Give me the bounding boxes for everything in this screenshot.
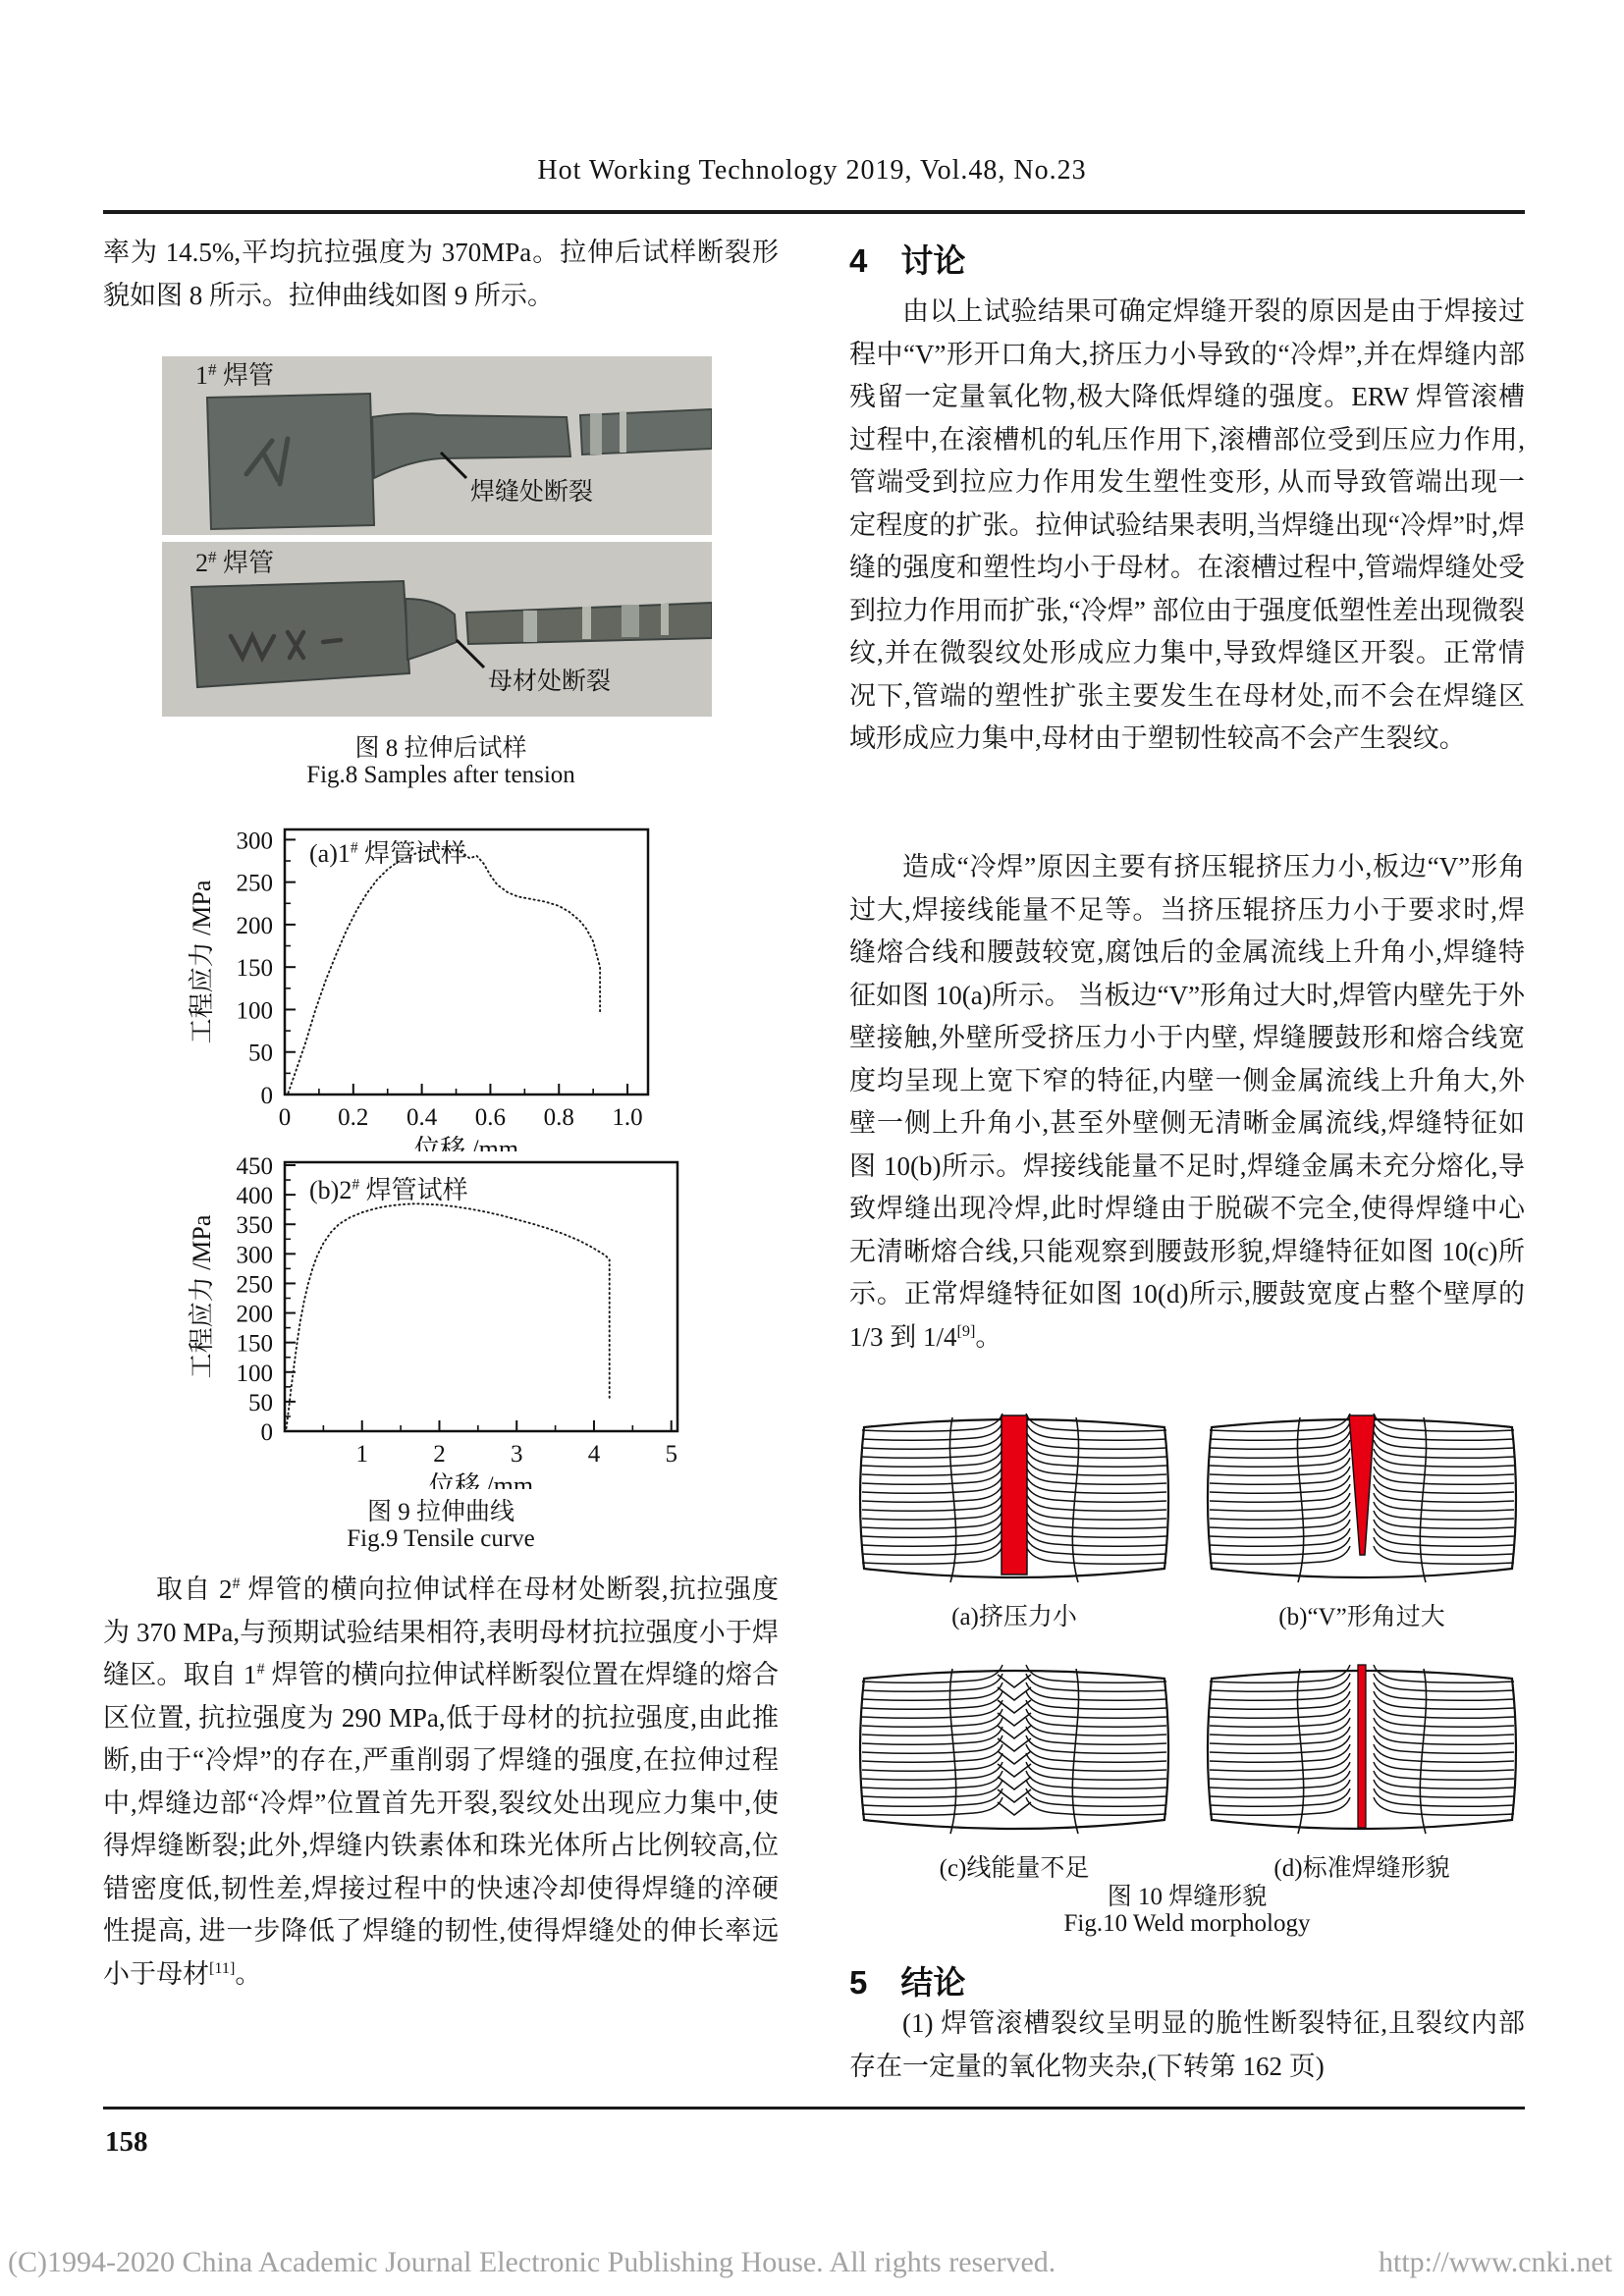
fig10-panel-b xyxy=(1200,1406,1524,1632)
fig9-caption-cn: 图 9 拉伸曲线 xyxy=(366,1499,514,1525)
fracture-streak xyxy=(582,607,591,639)
svg-text:0.4: 0.4 xyxy=(406,1104,438,1131)
fracture-streak xyxy=(523,611,537,642)
svg-text:450: 450 xyxy=(236,1153,273,1181)
svg-text:1.0: 1.0 xyxy=(612,1104,643,1131)
weld-stripe-wedge xyxy=(1349,1415,1375,1555)
fig10-panel-d xyxy=(1200,1657,1524,1884)
sample2-label: 2# 焊管 xyxy=(195,548,275,577)
svg-text:0.6: 0.6 xyxy=(474,1104,507,1131)
right-paragraph-2: 造成“冷焊”原因主要有挤压辊挤压力小,板边“V”形角过大,焊接线能量不足等。当挤压辊挤压力小于要求时,焊缝熔合线和腰鼓较宽,腐蚀后的金属流线上升角小,焊缝特征如图 10(a)所示。 当板边“V”形角过大时,焊管内壁先于外壁接触,外壁所受挤压力小于内壁, 焊缝腰鼓形和熔合线宽度均呈现上宽下窄的特征,内壁一侧金属流线上升角大,外壁一侧上升角小,甚至外壁侧无清晰金属流线,焊缝特征如图 10(b)所示。焊接线能量不足时,焊缝金属未充分熔化,导致焊缝出现冷焊,此时焊缝由于脱碳不完全,使得焊缝中心无清晰熔合线,只能观察到腰鼓形貌,焊缝特征如图 10(c)所示。正常焊缝特征如图 10(d)所示,腰鼓宽度占整个壁厚的 1/3 到 1/4[9]。 xyxy=(849,852,1525,1352)
fracture-streak xyxy=(590,413,602,454)
svg-text:250: 250 xyxy=(236,870,273,897)
svg-text:位移 /mm: 位移 /mm xyxy=(428,1471,534,1489)
page-number: 158 xyxy=(105,2126,148,2158)
svg-text:150: 150 xyxy=(236,1330,273,1358)
cnki-url: http://www.cnki.net xyxy=(1379,2246,1613,2278)
svg-text:1: 1 xyxy=(355,1441,368,1468)
svg-text:300: 300 xyxy=(236,1242,273,1269)
fig10-panel-a xyxy=(852,1406,1176,1632)
right-paragraph-3: (1) 焊管滚槽裂纹呈明显的脆性断裂特征,且裂纹内部存在一定量的氧化物夹杂,(下转第 162 页) xyxy=(849,2008,1525,2081)
chart-b-panel-label: (b)2# 焊管试样 xyxy=(309,1176,468,1204)
svg-text:0: 0 xyxy=(260,1083,273,1109)
weld-stripe-thin xyxy=(1358,1665,1366,1828)
fig10-caption-c: (c)线能量不足 xyxy=(939,1855,1090,1882)
svg-text:200: 200 xyxy=(236,912,273,939)
svg-text:2: 2 xyxy=(433,1441,446,1468)
svg-text:50: 50 xyxy=(248,1040,273,1067)
svg-text:工程应力 /MPa: 工程应力 /MPa xyxy=(188,880,216,1044)
svg-text:0: 0 xyxy=(260,1419,273,1446)
svg-text:50: 50 xyxy=(248,1389,273,1416)
chart-a-panel-label: (a)1# 焊管试样 xyxy=(309,839,467,868)
fig9-chart-a xyxy=(167,818,677,1151)
svg-text:工程应力 /MPa: 工程应力 /MPa xyxy=(188,1214,216,1379)
svg-text:0: 0 xyxy=(278,1104,292,1131)
weld-diagram-a xyxy=(852,1406,1176,1590)
svg-text:5: 5 xyxy=(665,1441,677,1468)
svg-text:250: 250 xyxy=(236,1271,273,1299)
fig8-photo-sample2 xyxy=(162,542,712,717)
fig10-caption-cn: 图 10 焊缝形貌 xyxy=(1107,1884,1268,1910)
copyright-notice: (C)1994-2020 China Academic Journal Electronic Publishing House. All rights reserved. xyxy=(8,2246,1056,2278)
fig9-chart-b xyxy=(167,1150,707,1489)
sample2-annotation: 母材处断裂 xyxy=(488,668,612,695)
svg-text:4: 4 xyxy=(587,1441,601,1468)
svg-text:400: 400 xyxy=(236,1183,273,1210)
fig10-caption-b: (b)“V”形角过大 xyxy=(1278,1604,1445,1630)
svg-text:300: 300 xyxy=(236,828,273,855)
sample1-label: 1# 焊管 xyxy=(195,360,275,390)
svg-text:200: 200 xyxy=(236,1301,273,1328)
svg-text:3: 3 xyxy=(510,1441,523,1468)
svg-text:0.8: 0.8 xyxy=(543,1104,574,1131)
fig8-caption-cn: 图 8 拉伸后试样 xyxy=(354,735,527,762)
weld-diagram-b xyxy=(1200,1406,1524,1590)
svg-text:100: 100 xyxy=(236,1360,273,1387)
weld-diagram-d xyxy=(1200,1657,1524,1842)
left-paragraph-1: 率为 14.5%,平均抗拉强度为 370MPa。拉伸后试样断裂形貌如图 8 所示。拉伸曲线如图 9 所示。 xyxy=(103,238,779,310)
fig10-panel-c xyxy=(852,1657,1176,1884)
weld-diagram-c xyxy=(852,1657,1176,1842)
svg-text:150: 150 xyxy=(236,955,273,983)
fig8-photo-sample1 xyxy=(162,356,712,535)
svg-text:100: 100 xyxy=(236,997,273,1025)
weld-stripe-wide xyxy=(1001,1415,1027,1575)
section-4-heading: 4 讨论 xyxy=(849,242,966,279)
fracture-streak xyxy=(661,604,669,635)
fig8-caption-en: Fig.8 Samples after tension xyxy=(306,762,575,788)
fig10-caption-en: Fig.10 Weld morphology xyxy=(1063,1910,1311,1937)
fracture-streak xyxy=(620,411,626,453)
right-paragraph-1: 由以上试验结果可确定焊缝开裂的原因是由于焊接过程中“V”形开口角大,挤压力小导致的“冷焊”,并在焊缝内部残留一定量氧化物,极大降低焊缝的强度。ERW 焊管滚槽过程中,在滚槽机的轧压作用下,滚槽部位受到压应力作用,管端受到拉应力作用发生塑性变形, 从而导致管端出现一定程度的扩张。拉伸试验结果表明,当焊缝出现“冷焊”时,焊缝的强度和塑性均小于母材。在滚槽过程中,管端焊缝处受到拉力作用而扩张,“冷焊” 部位由于强度低塑性差出现微裂纹,并在微裂纹处形成应力集中,导致焊缝区开裂。正常情况下,管端的塑性扩张主要发生在母材处,而不会在焊缝区域形成应力集中,母材由于塑韧性较高不会产生裂纹。 xyxy=(849,296,1525,753)
svg-text:位移 /mm: 位移 /mm xyxy=(413,1135,519,1151)
section-5-heading: 5 结论 xyxy=(849,1964,966,2001)
svg-text:0.2: 0.2 xyxy=(338,1104,369,1131)
footer-rule xyxy=(103,2107,1525,2109)
sample1-annotation: 焊缝处断裂 xyxy=(470,479,594,506)
sample1-grip xyxy=(207,394,374,529)
fracture-streak xyxy=(622,605,639,637)
journal-header: Hot Working Technology 2019, Vol.48, No.23 xyxy=(537,155,1087,186)
fig9-caption-en: Fig.9 Tensile curve xyxy=(347,1525,535,1552)
fig10-caption-a: (a)挤压力小 xyxy=(951,1604,1077,1630)
left-paragraph-2: 取自 2# 焊管的横向拉伸试样在母材处断裂,抗拉强度为 370 MPa,与预期试验结果相符,表明母材抗拉强度小于焊缝区。取自 1# 焊管的横向拉伸试样断裂位置在焊缝的熔合区位置, 抗拉强度为 290 MPa,低于母材的抗拉强度,由此推断,由于“冷焊”的存在,严重削弱了焊缝的强度,在拉伸过程中,焊缝边部“冷焊”位置首先开裂,裂纹处出现应力集中,使得焊缝断裂;此外,焊缝内铁素体和珠光体所占比例较高,位错密度低,韧性差,焊接过程中的快速冷却使得焊缝的淬硬性提高, 进一步降低了焊缝的韧性,使得焊缝处的伸长率远小于母材[11]。 xyxy=(103,1575,780,1989)
fig10-caption-d: (d)标准焊缝形貌 xyxy=(1273,1855,1450,1882)
svg-text:350: 350 xyxy=(236,1212,273,1240)
header-rule xyxy=(103,210,1525,214)
